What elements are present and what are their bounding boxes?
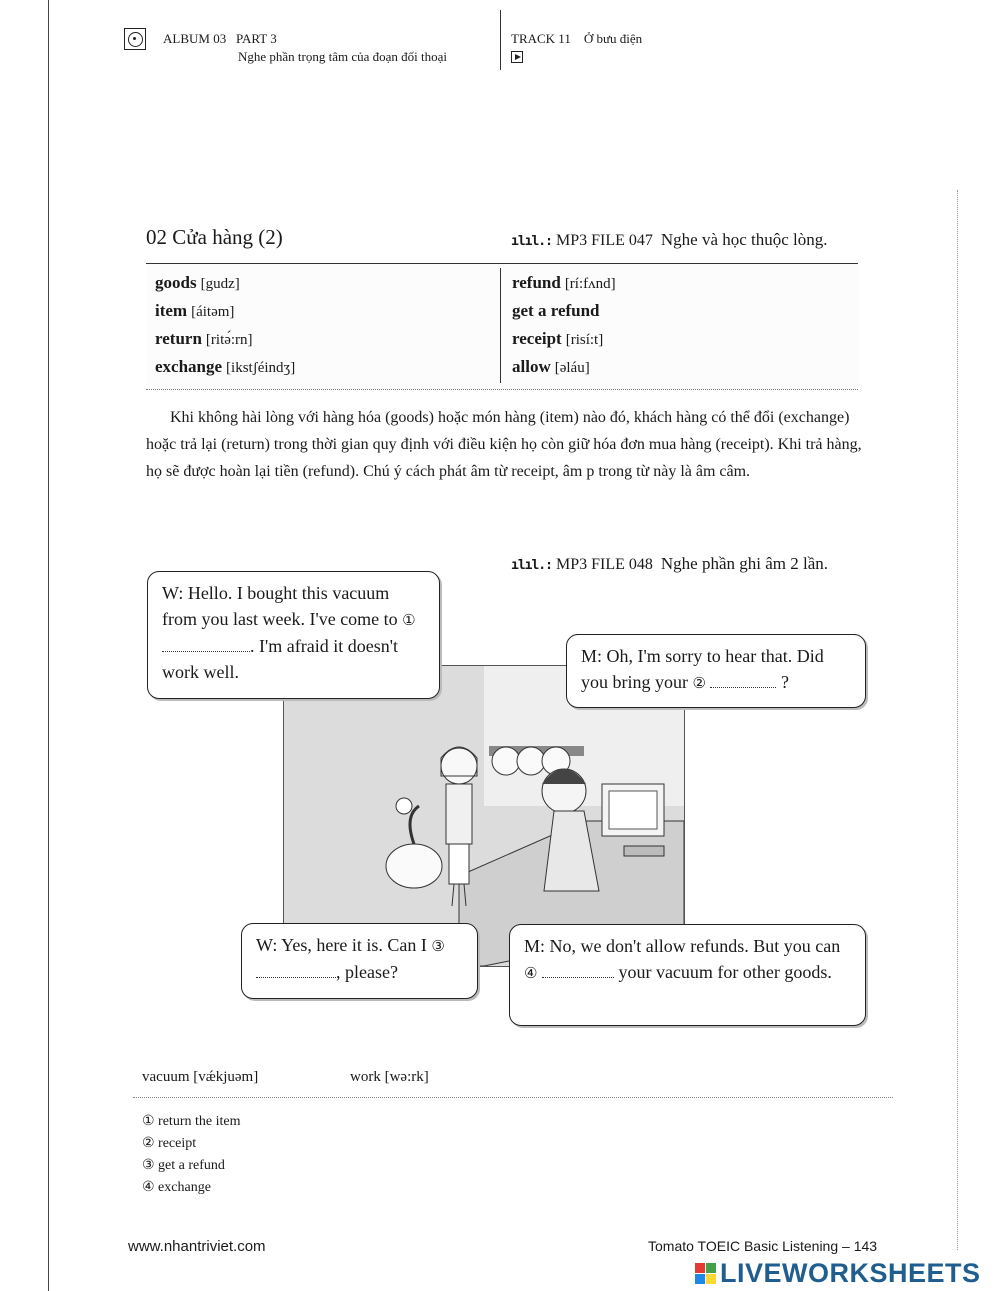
vocab-item — [155, 353, 295, 381]
vocab-phonetic: [rí:fʌnd] — [564, 276, 616, 292]
track-title: Ở bưu điện — [583, 31, 643, 46]
answer-key — [142, 1111, 240, 1199]
vocab-item — [512, 353, 616, 381]
answer-blank-2[interactable] — [710, 687, 776, 688]
mp3-file-047 — [511, 230, 828, 250]
blank-number-2: ② — [692, 674, 706, 692]
vocab-word: allow — [512, 357, 551, 376]
vocabulary-column-separator — [500, 268, 501, 383]
vocab-item — [155, 325, 295, 353]
album-number: ALBUM 03 — [163, 31, 227, 46]
vocab-word: get a refund — [512, 301, 600, 320]
dialogue-text: , please? — [336, 962, 398, 982]
mp3-file-label: MP3 FILE 048 — [555, 556, 653, 573]
blank-number-1: ① — [402, 611, 416, 629]
answer-key-box — [133, 1097, 893, 1210]
book-page-number: Tomato TOEIC Basic Listening – 143 — [648, 1238, 878, 1254]
vocab-word: return — [155, 329, 202, 348]
explanation-paragraph: Khi không hài lòng với hàng hóa (goods) hoặc món hàng (item) nào đó, khách hàng có thể đổi (exchange) hoặc trả lại (return) trong thời gian quy định với điều kiện họ còn giữ hóa đơn mua hàng (receipt). Khi trả hàng, họ sẽ được hoàn lại tiền (refund). Chú ý cách phát âm từ receipt, âm p trong từ này là âm câm. — [146, 409, 862, 480]
vocab-phonetic: [ritə́:rn] — [205, 332, 253, 348]
note-phonetic: [vǽkjuəm] — [193, 1069, 259, 1085]
speech-bubble-woman-1 — [147, 571, 440, 699]
note-work — [350, 1069, 429, 1086]
vocab-item — [512, 325, 616, 353]
vocab-phonetic: [risí:t] — [565, 332, 604, 348]
vocabulary-right-column — [512, 269, 616, 381]
liveworksheets-logo-icon — [695, 1263, 717, 1285]
header-separator — [500, 10, 501, 70]
margin-rule — [48, 0, 49, 1291]
vocab-item — [155, 269, 295, 297]
answer-item: ③ get a refund — [142, 1158, 225, 1173]
answer-item: ④ exchange — [142, 1180, 211, 1195]
note-phonetic: [wə:rk] — [384, 1069, 429, 1085]
mp3-file-label: MP3 FILE 047 — [555, 232, 653, 249]
blank-number-3: ③ — [431, 937, 445, 955]
vocab-word: item — [155, 301, 188, 320]
vocab-phonetic: [ikstʃéindʒ] — [226, 360, 296, 376]
dialogue-text: W: Hello. I bought this vacuum from you last week. I've come to — [162, 583, 398, 629]
vocab-word: receipt — [512, 329, 562, 348]
dialogue-text: . I'm afraid it doesn't work well. — [162, 636, 398, 682]
shop-scene-drawing — [284, 666, 684, 966]
dialogue-text: M: No, we don't allow refunds. But you can — [524, 936, 841, 956]
note-word: work — [350, 1069, 381, 1085]
liveworksheets-watermark — [695, 1258, 981, 1289]
vocab-word: goods — [155, 273, 197, 292]
part-number: PART 3 — [235, 31, 277, 46]
header-subtitle: Nghe phần trọng tâm của đoạn đối thoại — [238, 49, 448, 64]
speech-bubble-man-2 — [509, 924, 866, 1026]
note-vacuum — [142, 1069, 258, 1086]
audio-bars-icon: ılıl.: — [511, 558, 552, 573]
publisher-website: www.nhantriviet.com — [128, 1238, 266, 1255]
cd-icon — [124, 28, 146, 50]
dialogue-text: your vacuum for other goods. — [618, 962, 832, 982]
vocab-phonetic: [áitəm] — [191, 304, 235, 320]
vocab-item — [512, 269, 616, 297]
track-number: TRACK 11 — [511, 31, 571, 46]
answer-item: ① return the item — [142, 1114, 241, 1129]
answer-item: ② receipt — [142, 1136, 197, 1151]
section-title: 02 Cửa hàng (2) — [146, 225, 283, 249]
answer-blank-3[interactable] — [256, 977, 336, 978]
track-label — [511, 31, 642, 47]
vocab-item — [155, 297, 295, 325]
speech-bubble-woman-2 — [241, 923, 478, 999]
speech-bubble-man-1 — [566, 634, 866, 708]
vocab-item — [512, 297, 616, 325]
dialogue-text: M: Oh, I'm sorry to hear that. Did you bring your — [581, 646, 824, 692]
right-dotted-rule — [957, 190, 958, 1250]
audio-bars-icon: ılıl.: — [511, 234, 552, 249]
mp3-instruction: Nghe và học thuộc lòng. — [660, 230, 828, 249]
vocab-word: exchange — [155, 357, 223, 376]
shop-illustration — [283, 665, 685, 967]
vocabulary-left-column — [155, 269, 295, 381]
dialogue-text: ? — [780, 672, 789, 692]
dialogue-text: W: Yes, here it is. Can I — [256, 935, 427, 955]
vocab-phonetic: [əláu] — [554, 360, 590, 376]
answer-blank-4[interactable] — [542, 977, 614, 978]
blank-number-4: ④ — [524, 964, 538, 982]
mp3-instruction: Nghe phần ghi âm 2 lần. — [660, 554, 829, 573]
note-word: vacuum — [142, 1069, 190, 1085]
vocab-phonetic: [gudz] — [200, 276, 240, 292]
answer-blank-1[interactable] — [162, 651, 250, 652]
vocab-word: refund — [512, 273, 561, 292]
play-icon[interactable] — [511, 51, 523, 63]
album-label — [163, 31, 277, 47]
watermark-text: LIVEWORKSHEETS — [720, 1258, 981, 1288]
mp3-file-048 — [511, 554, 828, 574]
